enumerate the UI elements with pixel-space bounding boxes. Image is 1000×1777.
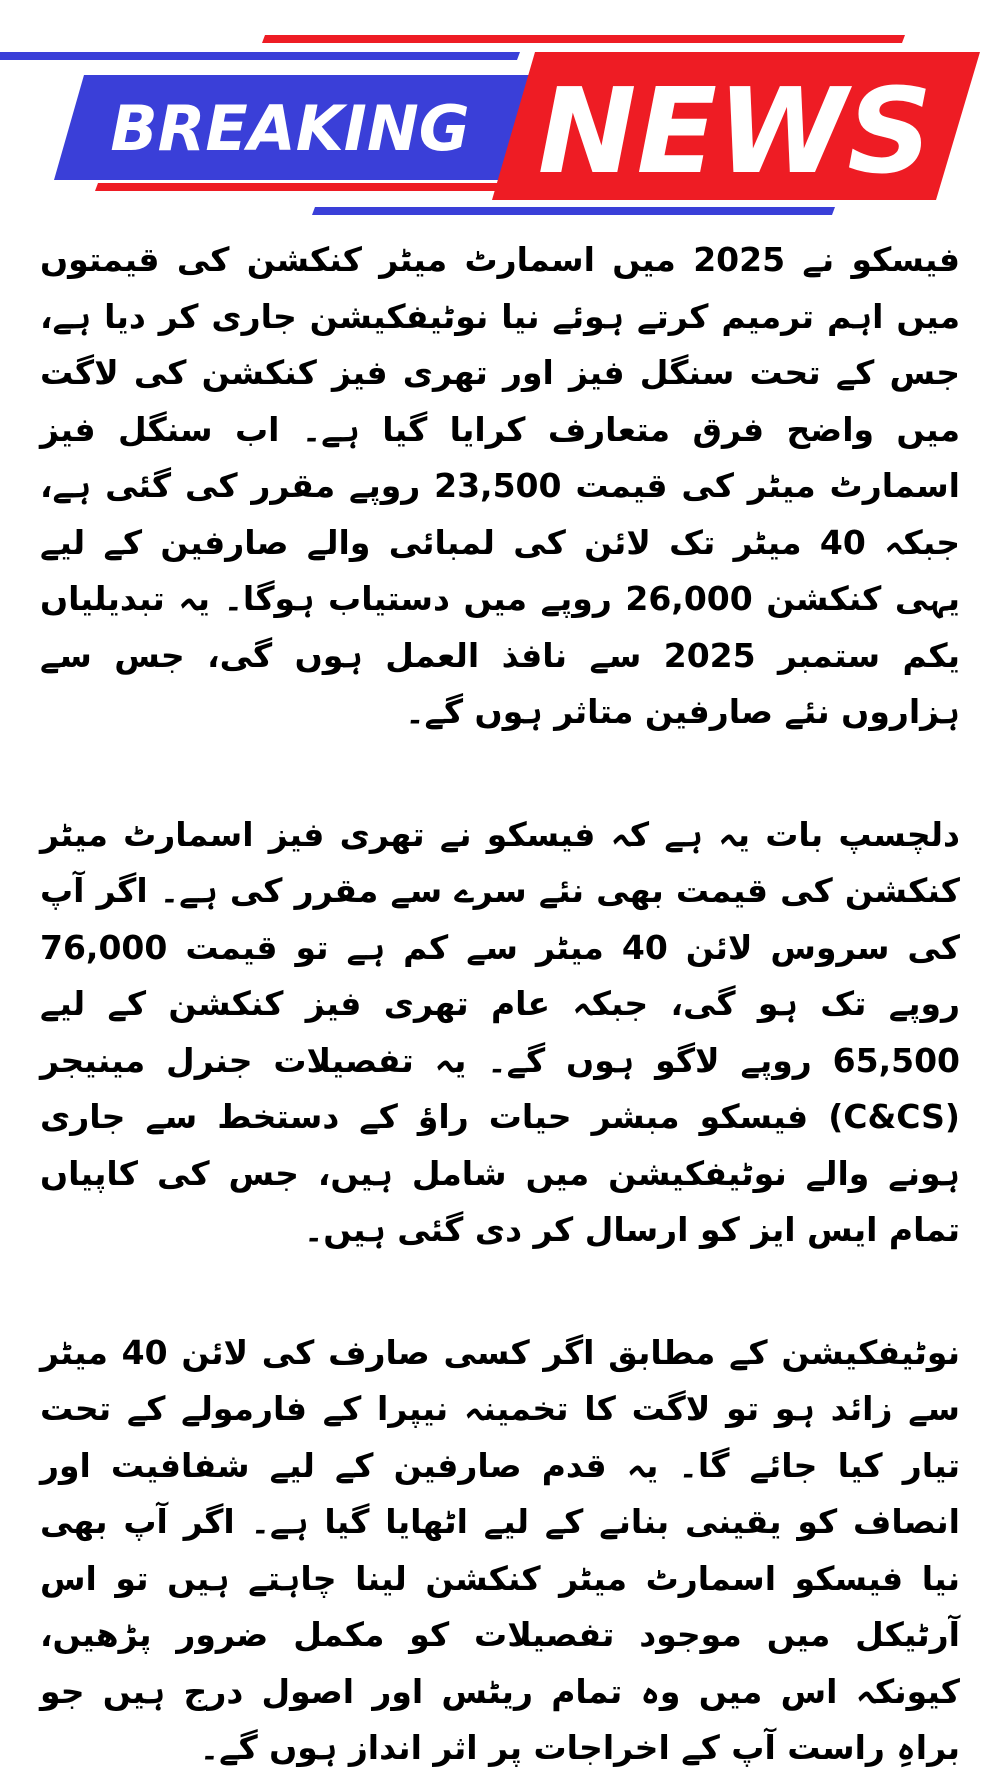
breaking-label: BREAKING xyxy=(110,92,470,165)
breaking-news-banner xyxy=(0,0,1000,225)
article-body xyxy=(40,232,960,1777)
breaking-news-graphic xyxy=(0,0,1000,225)
top-red-stripe xyxy=(262,35,905,43)
paragraph-1: فیسکو نے 2025 میں اسمارٹ میٹر کنکشن کی قیمتوں میں اہم ترمیم کرتے ہوئے نیا نوٹیفکیشن جاری کر دیا ہے، جس کے تحت سنگل فیز اور تھری فیز کنکشن کی لاگت میں واضح فرق متعارف کرایا گیا ہے۔ اب سنگل فیز اسمارٹ میٹر کی قیمت 23,500 روپے مقرر کی گئی ہے، جبکہ 40 میٹر تک لائن کی لمبائی والے صارفین کے لیے یہی کنکشن 26,000 روپے میں دستیاب ہوگا۔ یہ تبدیلیاں یکم ستمبر 2025 سے نافذ العمل ہوں گی، جس سے ہزاروں نئے صارفین متاثر ہوں گے۔ xyxy=(40,240,961,731)
paragraph-2: دلچسپ بات یہ ہے کہ فیسکو نے تھری فیز اسمارٹ میٹر کنکشن کی قیمت بھی نئے سرے سے مقرر کی ہے۔ اگر آپ کی سروس لائن 40 میٹر سے کم ہے تو قیمت 76,000 روپے تک ہو گی، جبکہ عام تھری فیز کنکشن کے لیے 65,500 روپے لاگو ہوں گے۔ یہ تفصیلات جنرل مینیجر (C&CS) فیسکو مبشر حیات راؤ کے دستخط سے جاری ہونے والے نوٹیفکیشن میں شامل ہیں، جس کی کاپیاں تمام ایس ایز کو ارسال کر دی گئی ہیں۔ xyxy=(40,814,961,1249)
bottom-blue-stripe xyxy=(312,207,835,215)
paragraph-3: نوٹیفکیشن کے مطابق اگر کسی صارف کی لائن 40 میٹر سے زائد ہو تو لاگت کا تخمینہ نیپرا کے فارمولے کے تحت تیار کیا جائے گا۔ یہ قدم صارفین کے لیے شفافیت اور انصاف کو یقینی بنانے کے لیے اٹھایا گیا ہے۔ اگر آپ بھی نیا فیسکو اسمارٹ میٹر کنکشن لینا چاہتے ہیں تو اس آرٹیکل میں موجود تفصیلات کو مکمل ضرور پڑھیں، کیونکہ اس میں وہ تمام ریٹس اور اصول درج ہیں جو براہِ راست آپ کے اخراجات پر اثر انداز ہوں گے۔ xyxy=(40,1332,961,1767)
news-label: NEWS xyxy=(537,62,933,200)
top-blue-stripe xyxy=(0,52,520,60)
